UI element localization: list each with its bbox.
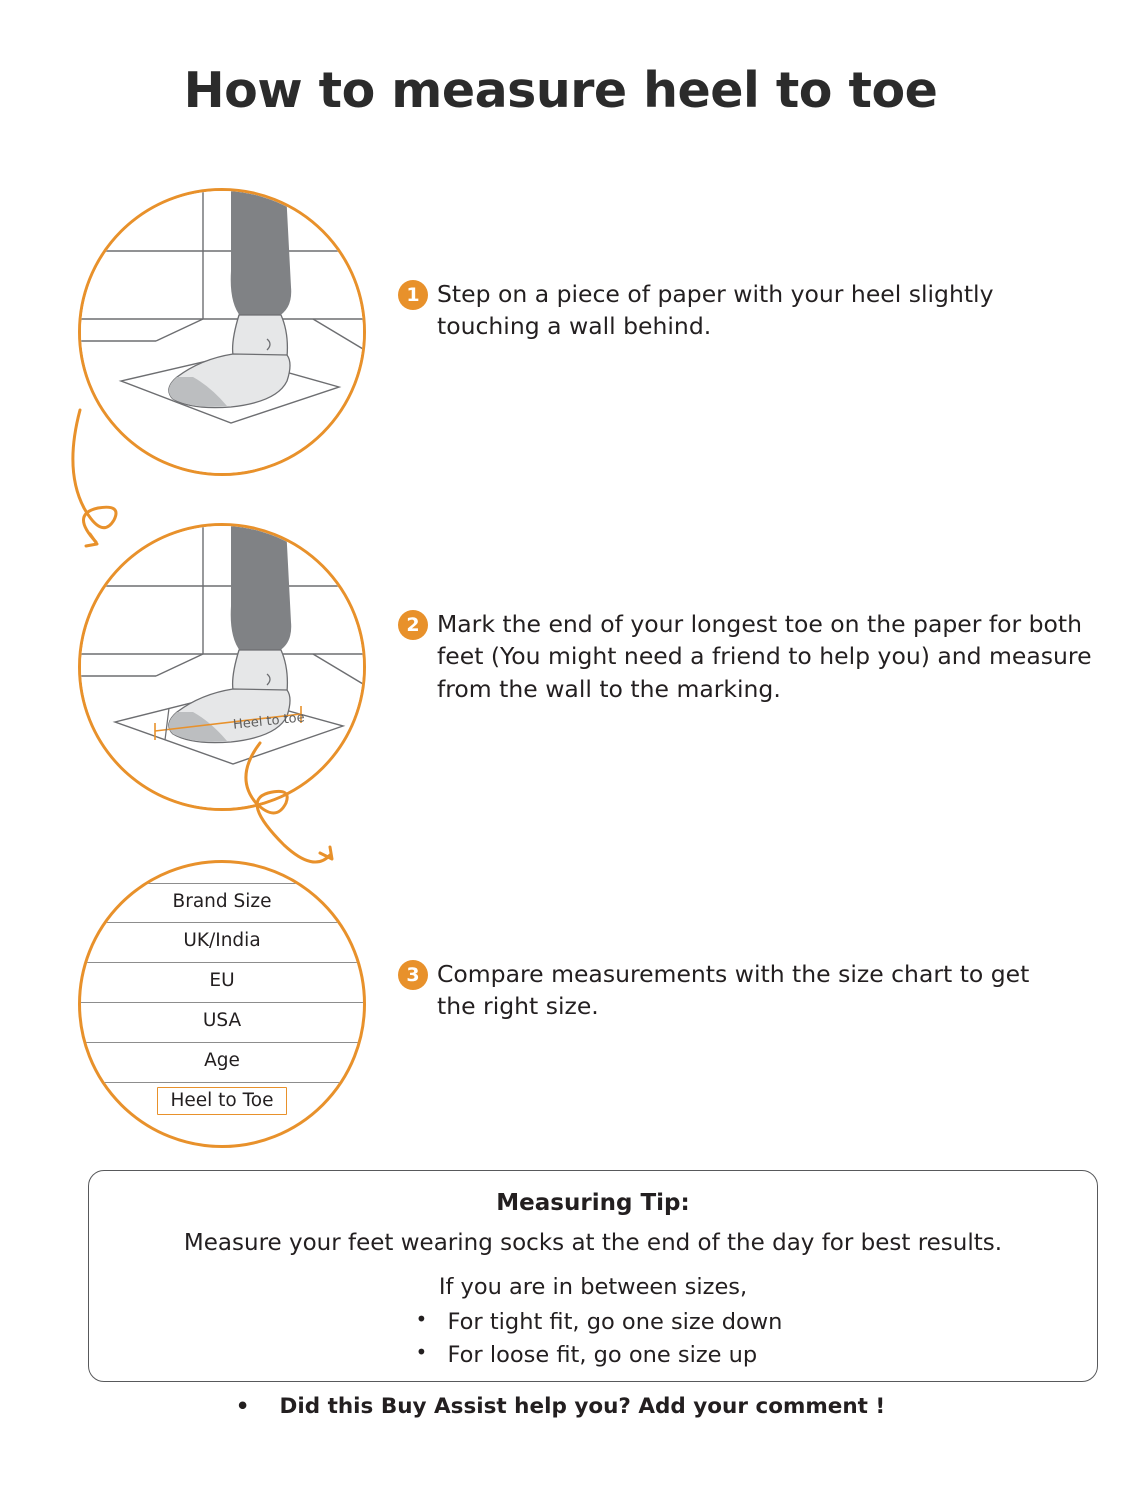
step-3-number: 3 xyxy=(398,960,428,990)
step-3 xyxy=(398,958,1038,1023)
step-2-number: 2 xyxy=(398,610,428,640)
footer-comment-prompt xyxy=(0,1394,1121,1419)
size-chart-label: USA xyxy=(202,1010,242,1031)
measuring-tip-box xyxy=(88,1170,1098,1382)
step-1-text: Step on a piece of paper with your heel slightly touching a wall behind. xyxy=(437,280,994,341)
size-chart-label: EU xyxy=(209,970,235,991)
illustration-step-3-size-chart xyxy=(78,860,366,1148)
size-chart-rows xyxy=(81,863,363,1145)
size-chart-label: Age xyxy=(204,1050,240,1071)
size-chart-row-heel-to-toe xyxy=(81,1083,363,1123)
illustration-step-2 xyxy=(78,523,366,811)
illustration-step-1 xyxy=(78,188,366,476)
measuring-tip-subtitle: If you are in between sizes, xyxy=(438,1274,748,1300)
size-chart-label: Brand Size xyxy=(172,891,272,912)
size-chart-label: UK/India xyxy=(183,930,261,951)
size-chart-row-uk-india xyxy=(81,923,363,963)
measuring-tip-title: Measuring Tip: xyxy=(496,1190,690,1216)
size-chart-row-age xyxy=(81,1043,363,1083)
step-3-text: Compare measurements with the size chart to get the right size. xyxy=(437,960,1030,1021)
size-chart-highlight-label: Heel to Toe xyxy=(157,1087,286,1115)
footer-bullet-icon: • xyxy=(235,1394,250,1419)
step-2 xyxy=(398,608,1108,705)
page-title: How to measure heel to toe xyxy=(183,62,938,119)
step-1 xyxy=(398,278,1058,343)
step-2-text: Mark the end of your longest toe on the paper for both feet (You might need a friend to help you) and measure from the wall to the marking. xyxy=(437,610,1092,703)
size-chart-row-brand-size xyxy=(81,883,363,923)
footer-text: Did this Buy Assist help you? Add your comment ! xyxy=(279,1394,886,1419)
step-1-number: 1 xyxy=(398,280,428,310)
measuring-tip-line: Measure your feet wearing socks at the end of the day for best results. xyxy=(183,1230,1003,1256)
measuring-tip-bullet: • For loose fit, go one size up xyxy=(404,1339,783,1372)
foot-measure-illustration-icon xyxy=(81,526,363,808)
measuring-tip-bullets xyxy=(404,1306,783,1371)
heel-to-toe-measure-label: Heel to toe xyxy=(232,710,306,733)
size-chart-row-usa xyxy=(81,1003,363,1043)
size-chart-row-eu xyxy=(81,963,363,1003)
foot-wall-illustration-icon xyxy=(81,191,363,473)
measuring-tip-bullet: • For tight fit, go one size down xyxy=(404,1306,783,1339)
